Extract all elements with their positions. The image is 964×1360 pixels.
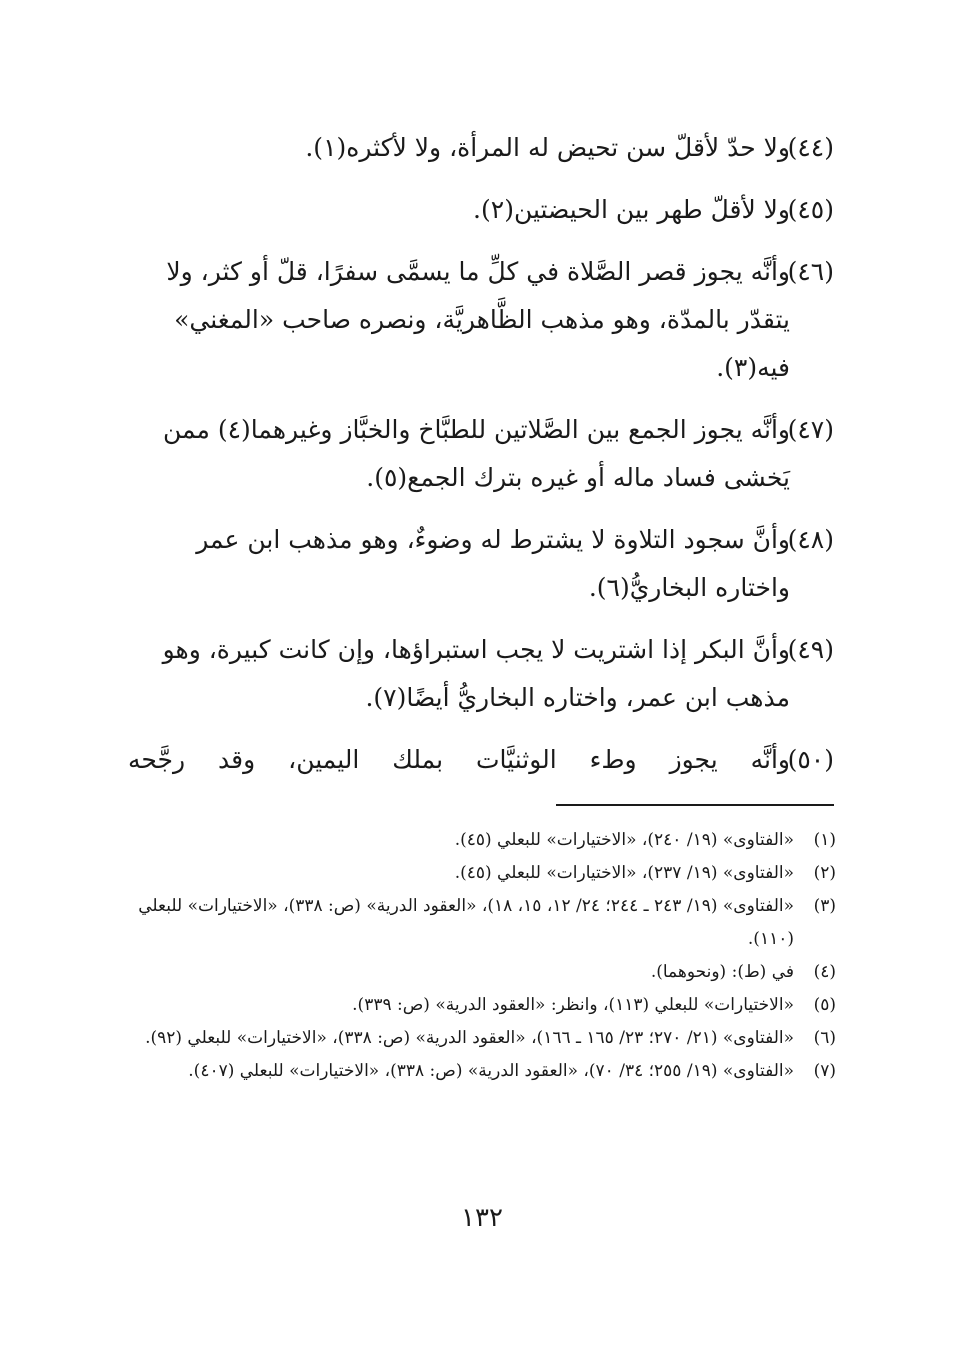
footnote-number: (٧) <box>813 1061 836 1081</box>
list-item <box>128 406 834 502</box>
footnote-text: «الفتاوى» (١٩/ ٢٤٠)، «الاختيارات» للبعلي (٤٥). <box>454 830 794 850</box>
item-text: وأنَّه يجوز وطء الوثنيَّات بملك اليمين، وقد رجَّحه <box>128 745 790 774</box>
footnote <box>128 824 836 857</box>
footnote-text: في (ط): (ونحوهما). <box>650 962 794 982</box>
item-number: (٤٩) <box>787 635 834 664</box>
main-text <box>128 124 834 798</box>
footnote <box>128 989 836 1022</box>
footnote-number: (٥) <box>813 995 836 1015</box>
footnote-divider <box>556 804 834 806</box>
footnote-number: (٣) <box>813 896 836 916</box>
item-number: (٤٤) <box>787 133 834 162</box>
footnote-number: (٦) <box>813 1028 836 1048</box>
footnote-text: «الفتاوى» (١٩/ ٢٣٧)، «الاختيارات» للبعلي (٤٥). <box>454 863 794 883</box>
item-text: وأنَّ البكر إذا اشتريت لا يجب استبراؤها، وإن كانت كبيرة، وهو مذهب ابن عمر، واختاره البخاريُّ أيضًا(٧). <box>162 635 790 712</box>
item-number: (٤٧) <box>787 415 834 444</box>
list-item <box>128 736 834 784</box>
page-number: ١٣٢ <box>461 1203 503 1233</box>
footnote <box>128 857 836 890</box>
item-number: (٤٥) <box>787 195 834 224</box>
list-item <box>128 186 834 234</box>
footnote-text: «الاختيارات» للبعلي (١١٣)، وانظر: «العقود الدرية» (ص: ٣٣٩). <box>352 995 794 1015</box>
item-number: (٤٦) <box>787 257 834 286</box>
footnote <box>128 1022 836 1055</box>
footnote-number: (١) <box>813 830 836 850</box>
list-item <box>128 124 834 172</box>
footnote-text: «الفتاوى» (٢١/ ٢٧٠؛ ٢٣/ ١٦٥ ـ ١٦٦)، «العقود الدرية» (ص: ٣٣٨)، «الاختيارات» للبعلي (٩٢). <box>145 1028 794 1048</box>
list-item <box>128 516 834 612</box>
footnotes <box>128 824 836 1088</box>
item-text: وأنَّه يجوز قصر الصَّلاة في كلِّ ما يسمَّى سفرًا، قلّ أو كثر، ولا يتقدّر بالمدّة، وهو مذهب الظَّاهريَّة، ونصره صاحب «المغني» فيه(٣). <box>166 257 790 382</box>
item-number: (٥٠) <box>787 745 834 774</box>
footnote <box>128 1055 836 1088</box>
item-number: (٤٨) <box>787 525 834 554</box>
footnote-text: «الفتاوى» (١٩/ ٢٤٣ ـ ٢٤٤؛ ٢٤/ ١٢، ١٥، ١٨)، «العقود الدرية» (ص: ٣٣٨)، «الاختيارات» للبعلي (١١٠). <box>138 896 794 949</box>
item-text: وأنَّه يجوز الجمع بين الصَّلاتين للطبَّاخ والخبَّاز وغيرهما(٤) ممن يَخشى فساد ماله أو غيره بترك الجمع(٥). <box>163 415 790 492</box>
item-text: ولا حدّ لأقلّ سن تحيض له المرأة، ولا لأكثره(١). <box>305 133 790 162</box>
footnote <box>128 890 836 956</box>
item-text: ولا لأقلّ طهر بين الحيضتين(٢). <box>473 195 790 224</box>
footnote-number: (٢) <box>813 863 836 883</box>
footnote-text: «الفتاوى» (١٩/ ٢٥٥؛ ٣٤/ ٧٠)، «العقود الدرية» (ص: ٣٣٨)، «الاختيارات» للبعلي (٤٠٧). <box>188 1061 794 1081</box>
list-item <box>128 248 834 392</box>
footnote-number: (٤) <box>813 962 836 982</box>
footnote <box>128 956 836 989</box>
item-text: وأنَّ سجود التلاوة لا يشترط له وضوءٌ، وهو مذهب ابن عمر واختاره البخاريُّ(٦). <box>196 525 790 602</box>
list-item <box>128 626 834 722</box>
